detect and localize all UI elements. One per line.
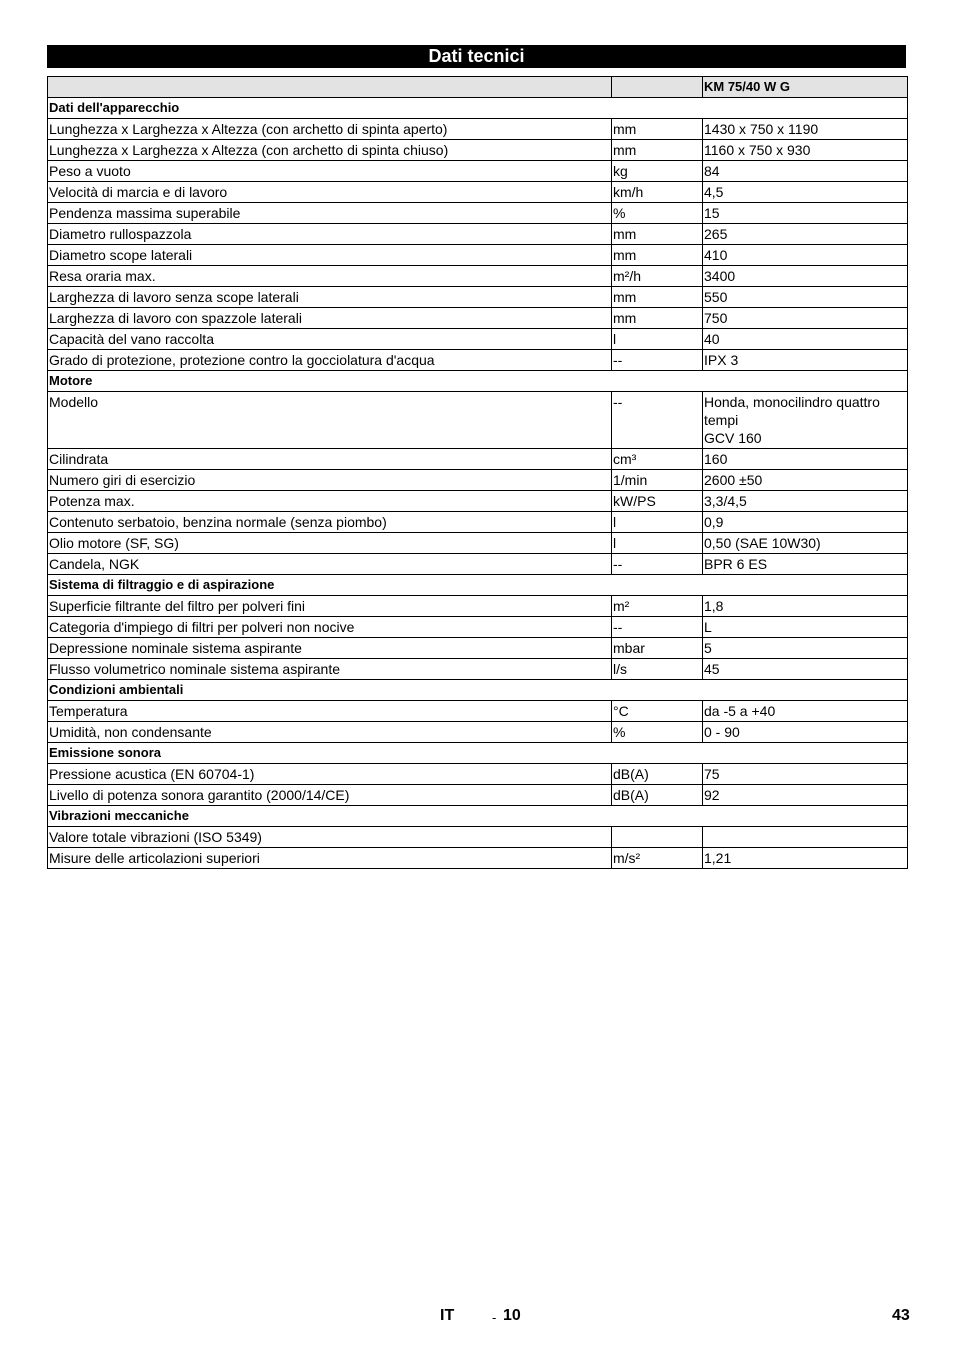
spec-label: Valore totale vibrazioni (ISO 5349) <box>48 827 612 848</box>
spec-unit: cm³ <box>612 449 703 470</box>
spec-unit: mm <box>612 140 703 161</box>
spec-unit: dB(A) <box>612 785 703 806</box>
spec-value: IPX 3 <box>703 350 908 371</box>
section-heading: Emissione sonora <box>48 743 908 764</box>
section-row <box>48 806 908 827</box>
section-row <box>48 575 908 596</box>
specs-table-body <box>48 77 908 869</box>
spec-label: Lunghezza x Larghezza x Altezza (con archetto di spinta aperto) <box>48 119 612 140</box>
spec-label: Temperatura <box>48 701 612 722</box>
spec-unit: m/s² <box>612 848 703 869</box>
spec-value: 92 <box>703 785 908 806</box>
spec-value: 75 <box>703 764 908 785</box>
spec-label: Potenza max. <box>48 491 612 512</box>
spec-value: 3,3/4,5 <box>703 491 908 512</box>
section-heading: Dati dell'apparecchio <box>48 98 908 119</box>
spec-unit: -- <box>612 554 703 575</box>
spec-label: Velocità di marcia e di lavoro <box>48 182 612 203</box>
table-row <box>48 785 908 806</box>
spec-unit: % <box>612 203 703 224</box>
table-row <box>48 764 908 785</box>
spec-label: Categoria d'impiego di filtri per polveri non nocive <box>48 617 612 638</box>
table-row <box>48 329 908 350</box>
section-heading: Motore <box>48 371 908 392</box>
spec-label: Contenuto serbatoio, benzina normale (senza piombo) <box>48 512 612 533</box>
spec-value: Honda, monocilindro quattro tempi GCV 160 <box>703 392 908 449</box>
spec-label: Diametro scope laterali <box>48 245 612 266</box>
specs-table <box>47 76 908 869</box>
spec-value: 265 <box>703 224 908 245</box>
spec-value: 1,21 <box>703 848 908 869</box>
table-row <box>48 596 908 617</box>
spec-label: Livello di potenza sonora garantito (2000/14/CE) <box>48 785 612 806</box>
section-heading: Condizioni ambientali <box>48 680 908 701</box>
table-row <box>48 848 908 869</box>
section-row <box>48 98 908 119</box>
table-row <box>48 470 908 491</box>
spec-unit: -- <box>612 392 703 449</box>
table-header-row <box>48 77 908 98</box>
spec-unit: l <box>612 512 703 533</box>
section-row <box>48 680 908 701</box>
spec-unit: m²/h <box>612 266 703 287</box>
spec-unit: kW/PS <box>612 491 703 512</box>
spec-value: da -5 a +40 <box>703 701 908 722</box>
spec-label: Superficie filtrante del filtro per polveri fini <box>48 596 612 617</box>
spec-unit: °C <box>612 701 703 722</box>
table-row <box>48 140 908 161</box>
spec-unit: km/h <box>612 182 703 203</box>
spec-label: Umidità, non condensante <box>48 722 612 743</box>
spec-unit: -- <box>612 350 703 371</box>
spec-unit: m² <box>612 596 703 617</box>
spec-unit: mm <box>612 287 703 308</box>
spec-label: Modello <box>48 392 612 449</box>
table-row <box>48 287 908 308</box>
table-row <box>48 533 908 554</box>
spec-value: 410 <box>703 245 908 266</box>
spec-unit: mm <box>612 245 703 266</box>
table-row <box>48 182 908 203</box>
spec-label: Larghezza di lavoro con spazzole laterali <box>48 308 612 329</box>
spec-value: 160 <box>703 449 908 470</box>
footer-language: IT <box>440 1307 455 1324</box>
model-name: KM 75/40 W G <box>703 77 908 98</box>
table-row <box>48 392 908 449</box>
spec-label: Cilindrata <box>48 449 612 470</box>
spec-label: Pendenza massima superabile <box>48 203 612 224</box>
spec-label: Resa oraria max. <box>48 266 612 287</box>
table-row <box>48 827 908 848</box>
table-row <box>48 161 908 182</box>
spec-label: Grado di protezione, protezione contro la gocciolatura d'acqua <box>48 350 612 371</box>
spec-value: 0 - 90 <box>703 722 908 743</box>
spec-unit: l <box>612 533 703 554</box>
section-row <box>48 371 908 392</box>
spec-unit <box>612 827 703 848</box>
spec-value: 1,8 <box>703 596 908 617</box>
spec-label: Misure delle articolazioni superiori <box>48 848 612 869</box>
table-row <box>48 266 908 287</box>
table-row <box>48 224 908 245</box>
spec-value: 3400 <box>703 266 908 287</box>
spec-unit: mm <box>612 119 703 140</box>
table-row <box>48 722 908 743</box>
spec-label: Lunghezza x Larghezza x Altezza (con archetto di spinta chiuso) <box>48 140 612 161</box>
table-row <box>48 449 908 470</box>
spec-value: 750 <box>703 308 908 329</box>
section-heading: Vibrazioni meccaniche <box>48 806 908 827</box>
spec-value: 550 <box>703 287 908 308</box>
spec-unit: 1/min <box>612 470 703 491</box>
spec-value: 45 <box>703 659 908 680</box>
table-row <box>48 119 908 140</box>
spec-unit: l <box>612 329 703 350</box>
spec-label: Candela, NGK <box>48 554 612 575</box>
table-row <box>48 659 908 680</box>
footer-section-page: 10 <box>503 1307 521 1324</box>
spec-value: 0,50 (SAE 10W30) <box>703 533 908 554</box>
spec-unit: dB(A) <box>612 764 703 785</box>
spec-value: 5 <box>703 638 908 659</box>
spec-unit: mm <box>612 308 703 329</box>
spec-label: Numero giri di esercizio <box>48 470 612 491</box>
spec-unit: % <box>612 722 703 743</box>
spec-unit: mbar <box>612 638 703 659</box>
spec-value: 40 <box>703 329 908 350</box>
page-title: Dati tecnici <box>47 45 906 68</box>
table-row <box>48 554 908 575</box>
spec-value: L <box>703 617 908 638</box>
table-row <box>48 617 908 638</box>
section-heading: Sistema di filtraggio e di aspirazione <box>48 575 908 596</box>
table-row <box>48 701 908 722</box>
spec-value: 1430 x 750 x 1190 <box>703 119 908 140</box>
spec-value: 84 <box>703 161 908 182</box>
spec-value <box>703 827 908 848</box>
spec-label: Larghezza di lavoro senza scope laterali <box>48 287 612 308</box>
spec-unit: kg <box>612 161 703 182</box>
footer-page-number: 43 <box>892 1307 910 1324</box>
footer-dash: - <box>492 1310 497 1325</box>
table-row <box>48 308 908 329</box>
spec-label: Peso a vuoto <box>48 161 612 182</box>
table-row <box>48 245 908 266</box>
table-row <box>48 350 908 371</box>
spec-value: 2600 ±50 <box>703 470 908 491</box>
header-unit-cell <box>612 77 703 98</box>
spec-unit: -- <box>612 617 703 638</box>
table-row <box>48 512 908 533</box>
spec-label: Capacità del vano raccolta <box>48 329 612 350</box>
section-row <box>48 743 908 764</box>
spec-value: 15 <box>703 203 908 224</box>
spec-label: Pressione acustica (EN 60704-1) <box>48 764 612 785</box>
spec-label: Diametro rullospazzola <box>48 224 612 245</box>
spec-unit: l/s <box>612 659 703 680</box>
spec-value: 0,9 <box>703 512 908 533</box>
table-row <box>48 638 908 659</box>
spec-unit: mm <box>612 224 703 245</box>
spec-value: 1160 x 750 x 930 <box>703 140 908 161</box>
spec-label: Flusso volumetrico nominale sistema aspirante <box>48 659 612 680</box>
table-row <box>48 203 908 224</box>
table-row <box>48 491 908 512</box>
header-label-cell <box>48 77 612 98</box>
spec-value: BPR 6 ES <box>703 554 908 575</box>
spec-value: 4,5 <box>703 182 908 203</box>
spec-label: Depressione nominale sistema aspirante <box>48 638 612 659</box>
spec-label: Olio motore (SF, SG) <box>48 533 612 554</box>
